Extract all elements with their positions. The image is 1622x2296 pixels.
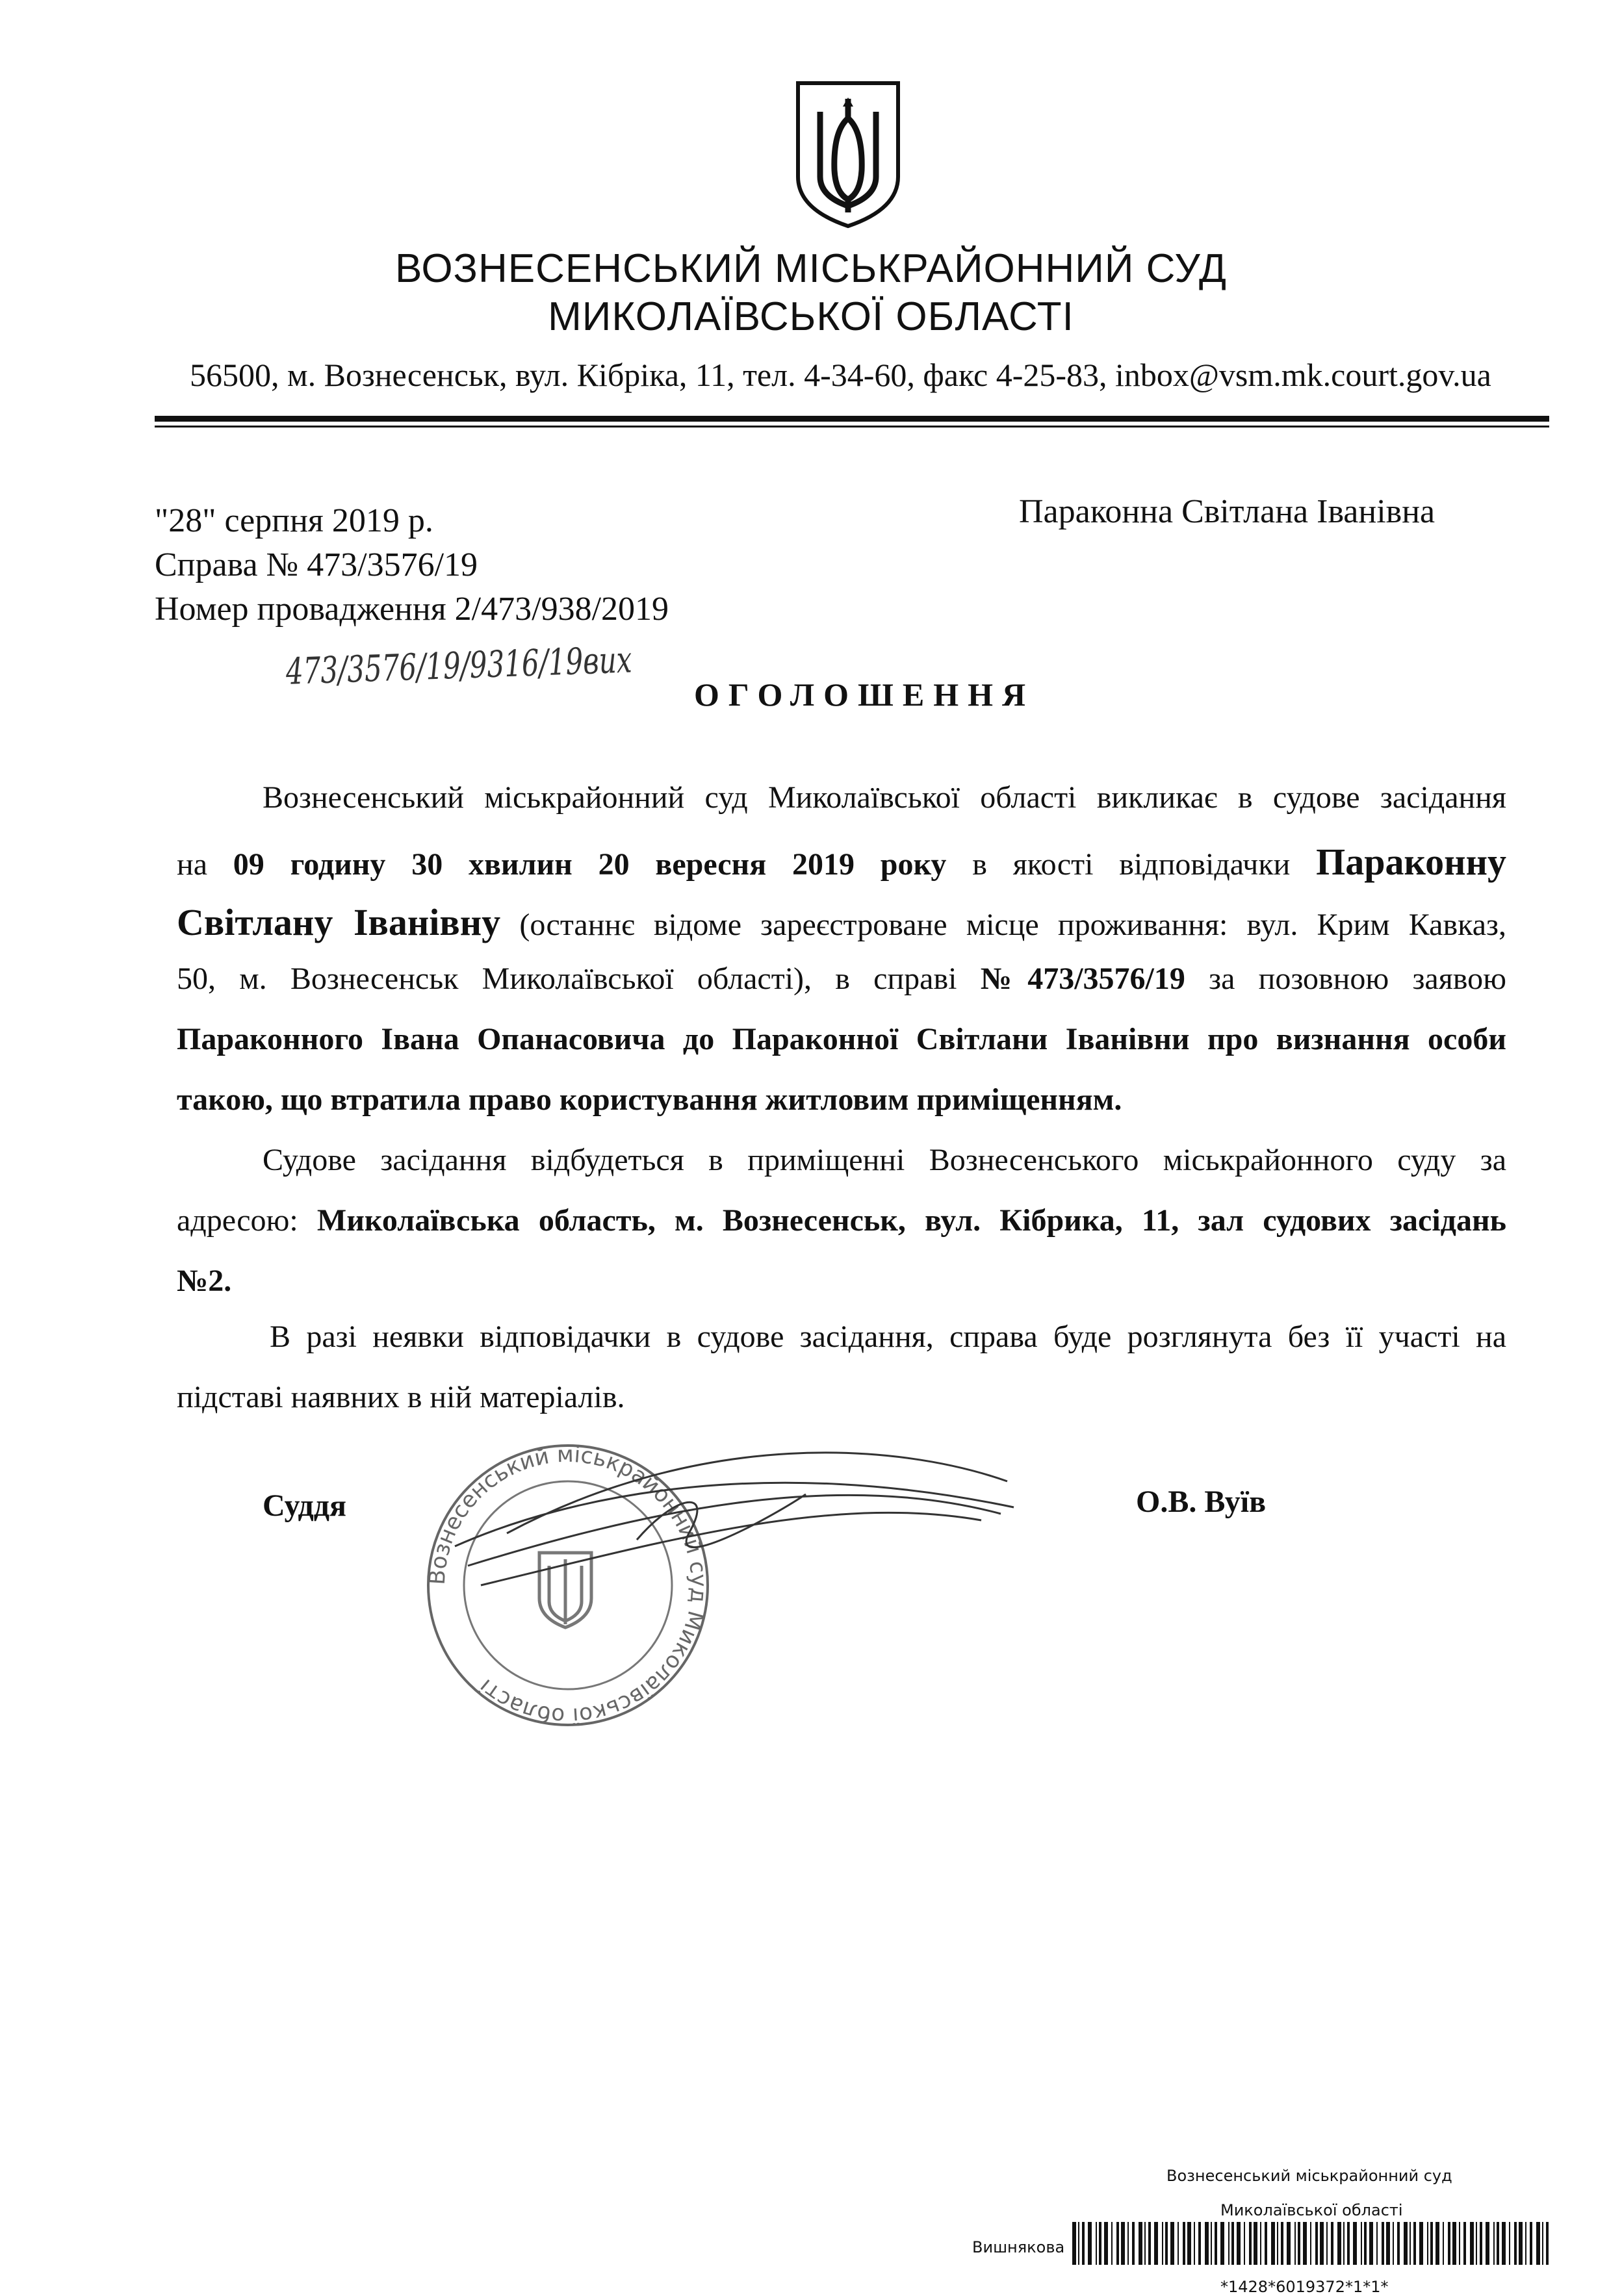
- barcode-bar: [1072, 2222, 1076, 2265]
- body-line: [177, 1379, 1506, 1415]
- barcode-bar: [1088, 2222, 1092, 2265]
- body-text-segment: адресою:: [177, 1203, 317, 1238]
- barcode-bar: [1448, 2222, 1450, 2265]
- body-line: [263, 780, 1506, 815]
- barcode-bar: [1249, 2222, 1252, 2265]
- barcode-bar: [1298, 2222, 1300, 2265]
- barcode-bar: [1287, 2222, 1291, 2265]
- barcode-bar: [1187, 2222, 1191, 2265]
- barcode-bar: [1194, 2222, 1195, 2265]
- barcode-bar: [1397, 2222, 1400, 2265]
- barcode-bar: [1078, 2222, 1079, 2265]
- body-text-segment: на: [177, 847, 233, 882]
- footer-org-line2: Миколаївської області: [1220, 2201, 1403, 2219]
- barcode-bar: [1493, 2222, 1495, 2265]
- coat-of-arms-icon: [794, 79, 902, 230]
- judge-signature: [442, 1416, 1027, 1611]
- body-text-segment: Миколаївська область, м. Вознесенськ, вул. Кібрика, 11, зал судових засідань: [316, 1203, 1506, 1238]
- barcode-bar: [1519, 2222, 1523, 2265]
- handwritten-outgoing-number: 473/3576/19/9316/19вих: [285, 639, 633, 693]
- recipient-name: Параконна Світлана Іванівна: [1019, 493, 1435, 530]
- barcode-bar: [1509, 2222, 1510, 2265]
- court-name-line2: МИКОЛАЇВСЬКОЇ ОБЛАСТІ: [548, 294, 1074, 339]
- barcode-bar: [1144, 2222, 1146, 2265]
- barcode-bar: [1315, 2222, 1318, 2265]
- body-text-segment: Світлану Іванівну: [177, 901, 501, 943]
- footer-clerk: Вишнякова: [972, 2238, 1065, 2256]
- body-text-segment: за позовною заявою: [1185, 962, 1506, 996]
- barcode-bar: [1281, 2222, 1283, 2265]
- body-line: [177, 1082, 1506, 1117]
- body-line: [177, 961, 1506, 997]
- barcode-bar: [1254, 2222, 1257, 2265]
- barcode-bar: [1364, 2222, 1367, 2265]
- barcode-bar: [1096, 2222, 1097, 2265]
- header-rule-thin: [155, 426, 1549, 427]
- barcode-bar: [1343, 2222, 1345, 2265]
- barcode-number: *1428*6019372*1*1*: [1220, 2278, 1389, 2296]
- barcode-bar: [1486, 2222, 1489, 2265]
- barcode-bar: [1497, 2222, 1499, 2265]
- proceeding-number: Номер провадження 2/473/938/2019: [155, 591, 669, 628]
- header-rule-thick: [155, 416, 1549, 422]
- barcode-bar: [1310, 2222, 1311, 2265]
- body-line: [177, 840, 1506, 884]
- barcode-bar: [1393, 2222, 1394, 2265]
- barcode-bar: [1337, 2222, 1341, 2265]
- barcode-bar: [1162, 2222, 1163, 2265]
- barcode-bar: [1320, 2222, 1324, 2265]
- barcode-bar: [1198, 2222, 1201, 2265]
- barcode-bar: [1347, 2222, 1350, 2265]
- barcode-bar: [1376, 2222, 1378, 2265]
- body-text-segment: 50, м. Вознесенськ Миколаївської області), в справі: [177, 962, 981, 996]
- barcode-bar: [1277, 2222, 1278, 2265]
- body-text-segment: №473/3576/19: [980, 962, 1185, 996]
- barcode-bar: [1331, 2222, 1333, 2265]
- barcode-bar: [1353, 2222, 1357, 2265]
- barcode-bar: [1260, 2222, 1261, 2265]
- barcode-bar: [1476, 2222, 1477, 2265]
- barcode-bar: [1139, 2222, 1142, 2265]
- barcode-bar: [1452, 2222, 1456, 2265]
- barcode-bar: [1228, 2222, 1229, 2265]
- barcode-bar: [1404, 2222, 1408, 2265]
- barcode-bar: [1116, 2222, 1119, 2265]
- barcode-bar: [1435, 2222, 1439, 2265]
- stamp-text: Вознесенський міськрайонний суд Миколаївської області: [424, 1441, 712, 1729]
- barcode-bar: [1459, 2222, 1460, 2265]
- barcode-bar: [1294, 2222, 1296, 2265]
- barcode-bar: [1326, 2222, 1328, 2265]
- footer-org-line1: Вознесенський міськрайонний суд: [1166, 2167, 1452, 2185]
- barcode-bar: [1148, 2222, 1151, 2265]
- barcode-bar: [1205, 2222, 1209, 2265]
- barcode-bar: [1154, 2222, 1158, 2265]
- barcode-bar: [1121, 2222, 1125, 2265]
- barcode-bar: [1413, 2222, 1416, 2265]
- barcode-bar: [1165, 2222, 1168, 2265]
- body-text-segment: 09 годину 30 хвилин 20 вересня 2019 року: [233, 847, 947, 882]
- court-name-line1: ВОЗНЕСЕНСЬКИЙ МІСЬКРАЙОННИЙ СУД: [395, 246, 1227, 291]
- barcode-bar: [1546, 2222, 1549, 2265]
- barcode-bar: [1132, 2222, 1135, 2265]
- barcode-bar: [1271, 2222, 1275, 2265]
- barcode-bar: [1265, 2222, 1267, 2265]
- body-text-segment: (останнє відоме зареєстроване місце проживання: вул. Крим Кавказ,: [500, 908, 1507, 942]
- body-line: [177, 1203, 1506, 1238]
- case-number: Справа № 473/3576/19: [155, 546, 478, 583]
- body-line: [177, 1021, 1506, 1057]
- barcode-bar: [1220, 2222, 1224, 2265]
- body-text-segment: підставі наявних в ній матеріалів.: [177, 1380, 625, 1414]
- barcode-bar: [1427, 2222, 1428, 2265]
- barcode-bar: [1525, 2222, 1526, 2265]
- barcode-bar: [1536, 2222, 1540, 2265]
- body-line: [263, 1142, 1506, 1178]
- document-title: ОГОЛОШЕННЯ: [694, 676, 1035, 713]
- barcode-bar: [1127, 2222, 1129, 2265]
- barcode-bar: [1369, 2222, 1373, 2265]
- body-text-segment: Судове засідання відбудеться в приміщенні Вознесенського міськрайонного суду за: [263, 1143, 1506, 1177]
- barcode-bar: [1382, 2222, 1384, 2265]
- barcode-bar: [1419, 2222, 1423, 2265]
- barcode-bar: [1514, 2222, 1517, 2265]
- body-line: [177, 1263, 1506, 1299]
- body-text-segment: В разі неявки відповідачки в судове засідання, справа буде розглянута без її участі на: [270, 1320, 1506, 1354]
- judge-name: О.В. Вуїв: [1136, 1485, 1266, 1519]
- body-text-segment: №2.: [177, 1264, 232, 1298]
- body-line: [177, 900, 1506, 944]
- body-text-segment: Параконного Івана Опанасовича до Параконної Світлани Іванівни про визнання особи: [177, 1022, 1506, 1056]
- signature-role: Суддя: [263, 1488, 346, 1523]
- barcode-bar: [1104, 2222, 1108, 2265]
- barcode-bar: [1542, 2222, 1543, 2265]
- barcode-bar: [1443, 2222, 1444, 2265]
- barcode-bar: [1183, 2222, 1185, 2265]
- barcode-bar: [1303, 2222, 1307, 2265]
- barcode-bar: [1231, 2222, 1234, 2265]
- barcode-bar: [1237, 2222, 1241, 2265]
- body-text-segment: такою, що втратила право користування житловим приміщенням.: [177, 1082, 1122, 1117]
- letter-date: "28" серпня 2019 р.: [155, 502, 433, 539]
- barcode-bar: [1502, 2222, 1506, 2265]
- barcode-bar: [1410, 2222, 1411, 2265]
- body-line: [270, 1319, 1506, 1355]
- barcode-bar: [1215, 2222, 1217, 2265]
- court-address: 56500, м. Вознесенськ, вул. Кібріка, 11, тел. 4-34-60, факс 4-25-83, inbox@vsm.mk.court.gov.ua: [190, 357, 1491, 393]
- barcode-bar: [1111, 2222, 1113, 2265]
- barcode-bar: [1244, 2222, 1245, 2265]
- barcode-bar: [1099, 2222, 1101, 2265]
- barcode-bar: [1211, 2222, 1212, 2265]
- barcode-bar: [1361, 2222, 1362, 2265]
- barcode-bar: [1386, 2222, 1390, 2265]
- barcode: [1072, 2222, 1553, 2265]
- body-text-segment: Вознесенський міськрайонний суд Миколаївської області викликає в судове засідання: [263, 780, 1506, 815]
- body-text-segment: в якості відповідачки: [946, 847, 1317, 882]
- barcode-bar: [1463, 2222, 1466, 2265]
- barcode-bar: [1170, 2222, 1174, 2265]
- body-text-segment: Параконну: [1316, 841, 1507, 883]
- barcode-bar: [1530, 2222, 1532, 2265]
- barcode-bar: [1178, 2222, 1179, 2265]
- barcode-bar: [1470, 2222, 1474, 2265]
- barcode-bar: [1480, 2222, 1482, 2265]
- barcode-bar: [1082, 2222, 1085, 2265]
- barcode-bar: [1430, 2222, 1433, 2265]
